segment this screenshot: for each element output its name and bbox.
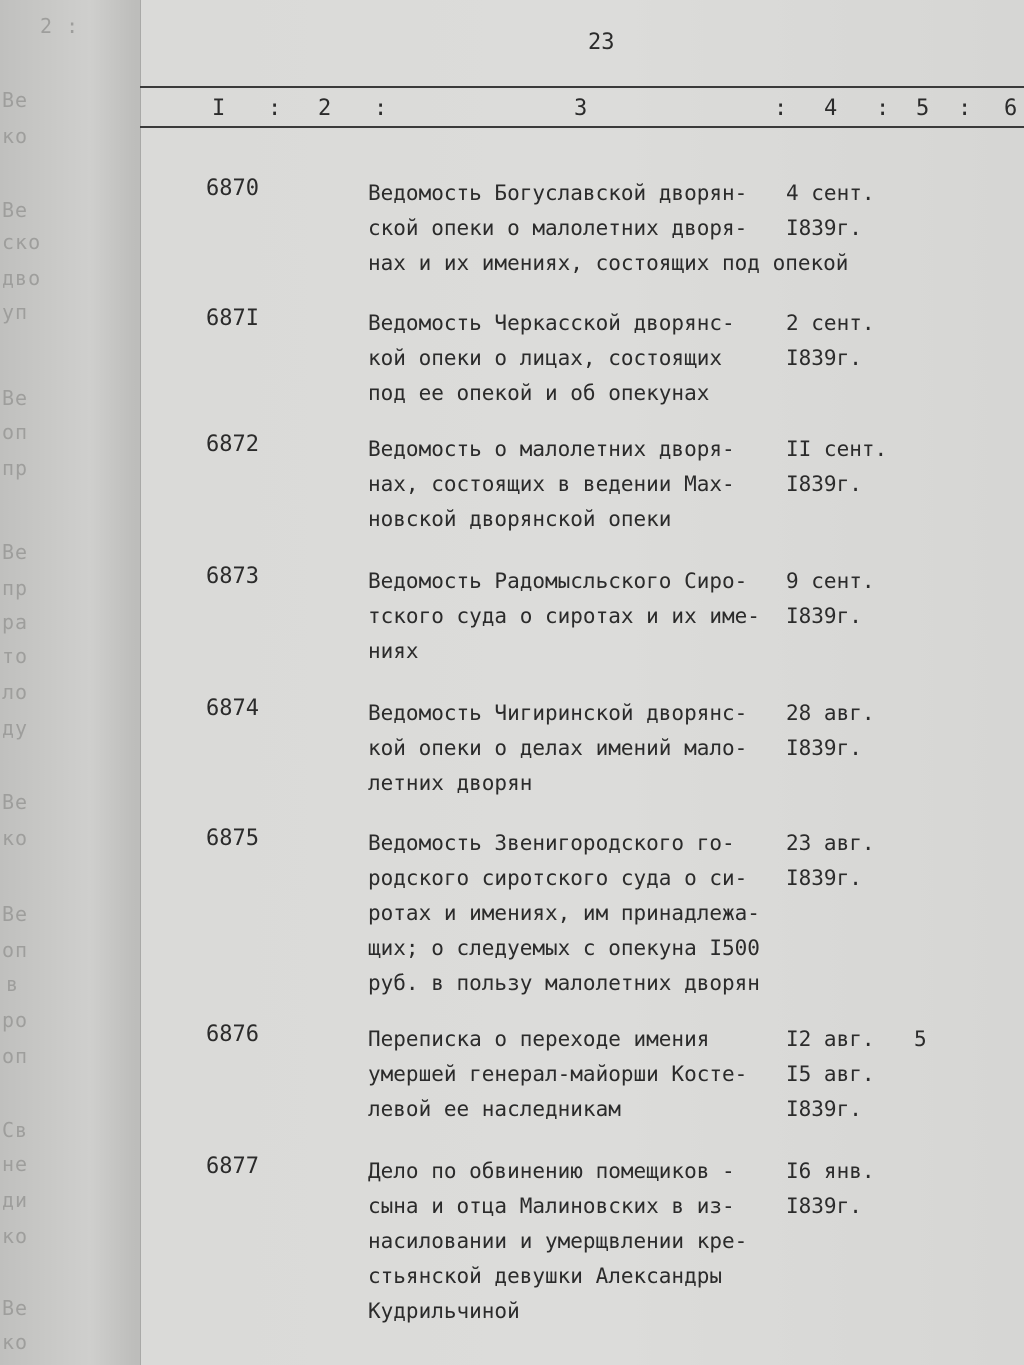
left-page-fragment: пр bbox=[2, 576, 29, 600]
left-page-fragment: ко bbox=[2, 1330, 29, 1354]
left-page-bleed bbox=[0, 0, 141, 1365]
left-page-fragment: ду bbox=[2, 716, 29, 740]
date-line: I6 янв. bbox=[786, 1159, 875, 1183]
description-line: Ведомость Чигиринской дворянс- bbox=[368, 701, 748, 725]
description-line: Ведомость Богуславской дворян- bbox=[368, 181, 748, 205]
left-page-fragment: Св bbox=[2, 1118, 29, 1142]
description-line: сына и отца Малиновских в из- bbox=[368, 1194, 735, 1218]
left-page-fragment: Ве bbox=[2, 790, 29, 814]
description-line: ротах и имениях, им принадлежа- bbox=[368, 901, 760, 925]
date-line: 4 сент. bbox=[786, 181, 875, 205]
description-line: под ее опекой и об опекунах bbox=[368, 381, 710, 405]
description-line: Ведомость Радомысльского Сиро- bbox=[368, 569, 748, 593]
description-line: Ведомость Звенигородского го- bbox=[368, 831, 735, 855]
left-page-fragment: не bbox=[2, 1152, 29, 1176]
entry-number: 6870 bbox=[206, 176, 259, 201]
date-line: 9 сент. bbox=[786, 569, 875, 593]
column-separator: : bbox=[958, 96, 972, 121]
left-page-fragment: Ве bbox=[2, 88, 29, 112]
entry-description bbox=[368, 696, 798, 801]
left-page-fragment: ло bbox=[2, 680, 29, 704]
description-line: кой опеки о делах имений мало- bbox=[368, 736, 748, 760]
description-line: тского суда о сиротах и их име- bbox=[368, 604, 760, 628]
description-line: Дело по обвинению помещиков - bbox=[368, 1159, 735, 1183]
entry-number: 6873 bbox=[206, 564, 259, 589]
entry-date bbox=[786, 1022, 875, 1127]
entry-description bbox=[368, 1022, 798, 1127]
entry-date bbox=[786, 826, 875, 896]
date-line: 28 авг. bbox=[786, 701, 875, 725]
entry-date bbox=[786, 432, 887, 502]
date-line: I839г. bbox=[786, 346, 862, 370]
left-page-fragment: дво bbox=[2, 266, 42, 290]
description-line: Ведомость о малолетних дворя- bbox=[368, 437, 735, 461]
entry-number: 6876 bbox=[206, 1022, 259, 1047]
left-page-fragment: ро bbox=[2, 1008, 29, 1032]
left-page-fragment: в bbox=[6, 972, 20, 996]
left-page-fragment: Ве bbox=[2, 198, 29, 222]
column-header-6: 6 bbox=[1004, 96, 1018, 121]
date-line: I2 авг. bbox=[786, 1027, 875, 1051]
entry-number: 6872 bbox=[206, 432, 259, 457]
left-page-fragment: пр bbox=[2, 456, 29, 480]
entry-description bbox=[368, 826, 798, 1001]
entry-date bbox=[786, 564, 875, 634]
column-separator: : bbox=[774, 96, 788, 121]
description-line: щих; о следуемых с опекуна I500 bbox=[368, 936, 760, 960]
entry-number: 687I bbox=[206, 306, 259, 331]
column-header-2: 2 bbox=[318, 96, 332, 121]
entry-date bbox=[786, 1154, 875, 1224]
description-line: руб. в пользу малолетних дворян bbox=[368, 971, 760, 995]
date-line: I839г. bbox=[786, 216, 862, 240]
left-page-header-fragment: 2 : bbox=[40, 14, 80, 38]
left-page-fragment: то bbox=[2, 644, 29, 668]
left-page-fragment: Ве bbox=[2, 386, 29, 410]
description-line: кой опеки о лицах, состоящих bbox=[368, 346, 723, 370]
entry-description bbox=[368, 564, 798, 669]
left-page-fragment: Ве bbox=[2, 902, 29, 926]
left-page-fragment: оп bbox=[2, 420, 29, 444]
entry-number: 6875 bbox=[206, 826, 259, 851]
description-line: нах и их имениях, состоящих под опекой bbox=[368, 251, 849, 275]
entry-date bbox=[786, 306, 875, 376]
left-page-fragment: оп bbox=[2, 938, 29, 962]
date-line: 2 сент. bbox=[786, 311, 875, 335]
description-line: новской дворянской опеки bbox=[368, 507, 672, 531]
description-line: стьянской девушки Александры bbox=[368, 1264, 723, 1288]
entry-description bbox=[368, 1154, 798, 1329]
left-page-fragment: ко bbox=[2, 1224, 29, 1248]
left-page-fragment: ско bbox=[2, 230, 42, 254]
entry-date bbox=[786, 176, 875, 246]
header-rule-top bbox=[140, 86, 1024, 88]
left-page-fragment: ко bbox=[2, 826, 29, 850]
left-page-fragment: уп bbox=[2, 300, 29, 324]
description-line: умершей генерал-майорши Косте- bbox=[368, 1062, 748, 1086]
header-rule-bottom bbox=[140, 126, 1024, 128]
description-line: ниях bbox=[368, 639, 419, 663]
description-line: нах, состоящих в ведении Мах- bbox=[368, 472, 735, 496]
description-line: Кудрильчиной bbox=[368, 1299, 520, 1323]
entry-description bbox=[368, 306, 798, 411]
description-line: насиловании и умерщвлении кре- bbox=[368, 1229, 748, 1253]
description-line: Ведомость Черкасской дворянс- bbox=[368, 311, 735, 335]
column-header-1: I bbox=[212, 96, 226, 121]
entry-date bbox=[786, 696, 875, 766]
date-line: I839г. bbox=[786, 472, 862, 496]
date-line: 23 авг. bbox=[786, 831, 875, 855]
entry-description bbox=[368, 432, 798, 537]
date-line: I839г. bbox=[786, 1194, 862, 1218]
entry-number: 6874 bbox=[206, 696, 259, 721]
column-header-4: 4 bbox=[824, 96, 838, 121]
description-line: родского сиротского суда о си- bbox=[368, 866, 748, 890]
column-separator: : bbox=[268, 96, 282, 121]
date-line: I839г. bbox=[786, 604, 862, 628]
entry-number: 6877 bbox=[206, 1154, 259, 1179]
description-line: летних дворян bbox=[368, 771, 533, 795]
page-number: 23 bbox=[588, 30, 615, 55]
left-page-fragment: оп bbox=[2, 1044, 29, 1068]
left-page-fragment: ди bbox=[2, 1188, 29, 1212]
date-line: I5 авг. bbox=[786, 1062, 875, 1086]
date-line: I839г. bbox=[786, 736, 862, 760]
left-page-fragment: Ве bbox=[2, 1296, 29, 1320]
column-header-3: 3 bbox=[574, 96, 588, 121]
description-line: ской опеки о малолетних дворя- bbox=[368, 216, 748, 240]
date-line: II сент. bbox=[786, 437, 888, 461]
description-line: Переписка о переходе имения bbox=[368, 1027, 710, 1051]
column-separator: : bbox=[374, 96, 388, 121]
date-line: I839г. bbox=[786, 866, 862, 890]
column-header-5: 5 bbox=[916, 96, 930, 121]
sheet-count: 5 bbox=[914, 1027, 927, 1051]
column-separator: : bbox=[876, 96, 890, 121]
left-page-fragment: ра bbox=[2, 610, 29, 634]
left-page-fragment: ко bbox=[2, 124, 29, 148]
date-line: I839г. bbox=[786, 1097, 862, 1121]
description-line: левой ее наследникам bbox=[368, 1097, 621, 1121]
left-page-fragment: Ве bbox=[2, 540, 29, 564]
